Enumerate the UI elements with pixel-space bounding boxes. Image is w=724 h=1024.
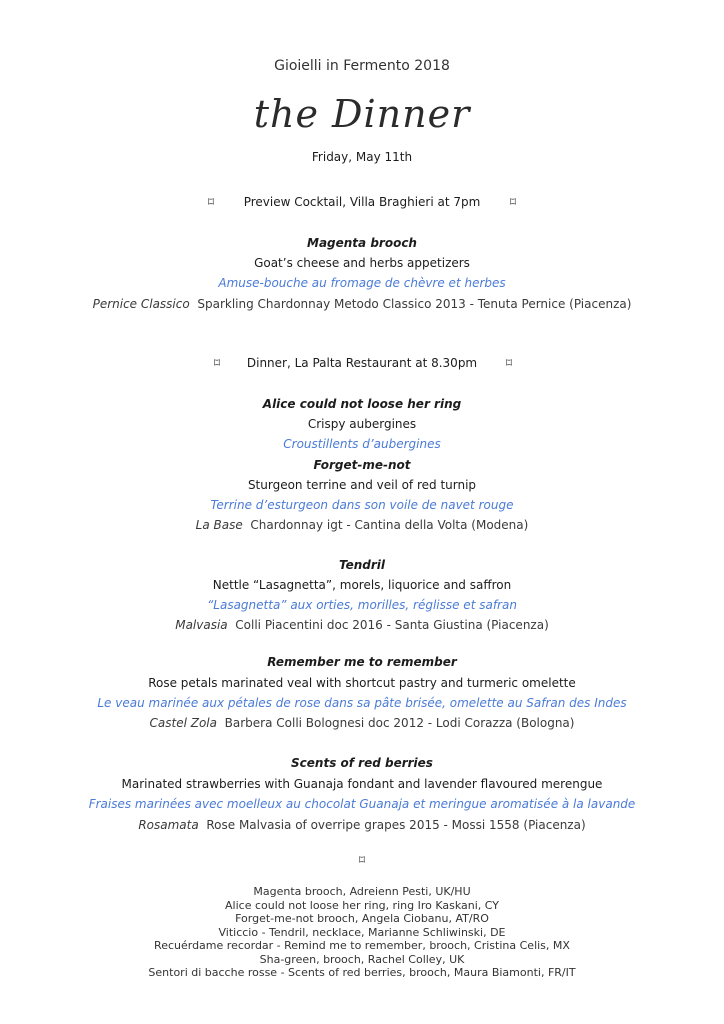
dish-name: Scents of red berries — [291, 756, 433, 770]
ornament-icon: ⌑ — [213, 356, 221, 370]
credit-line: Sentori di bacche rosse - Scents of red berries, brooch, Maura Biamonti, FR/IT — [148, 966, 576, 979]
ornament-icon: ⌑ — [505, 356, 513, 370]
wine-description: Rose Malvasia of overripe grapes 2015 - Mossi 1558 (Piacenza) — [206, 818, 586, 832]
ornament-icon: ⌑ — [207, 195, 215, 209]
dish-name: Remember me to remember — [267, 655, 457, 669]
wine-description: Barbera Colli Bolognesi doc 2012 - Lodi Corazza (Bologna) — [224, 716, 575, 730]
credit-line: Viticcio - Tendril, necklace, Marianne Schliwinski, DE — [218, 926, 506, 939]
wine-pairing — [0, 296, 724, 312]
dish-name: Magenta brooch — [307, 236, 417, 250]
dish-description-french: Terrine d’esturgeon dans son voile de navet rouge — [210, 498, 514, 512]
wine-pairing — [0, 817, 724, 833]
credit-line: Recuérdame recordar - Remind me to remember, brooch, Cristina Celis, MX — [154, 939, 570, 952]
dish-description-french: “Lasagnetta” aux orties, morilles, réglisse et safran — [207, 598, 517, 612]
event-name: Gioielli in Fermento 2018 — [274, 58, 450, 74]
dish-description: Crispy aubergines — [307, 417, 417, 431]
wine-name: Pernice Classico — [92, 297, 190, 311]
credit-line: Sha-green, brooch, Rachel Colley, UK — [259, 953, 465, 966]
dinner-heading: Dinner, La Palta Restaurant at 8.30pm — [246, 356, 478, 370]
page-title: the Dinner — [253, 92, 471, 136]
dish-name: Tendril — [338, 558, 386, 572]
wine-name: La Base — [195, 518, 243, 532]
dish-description: Nettle “Lasagnetta”, morels, liquorice and saffron — [212, 578, 512, 592]
dish-description-french: Croustillents d’aubergines — [283, 437, 441, 451]
dish-description: Marinated strawberries with Guanaja fondant and lavender flavoured merengue — [121, 777, 603, 791]
wine-name: Castel Zola — [149, 716, 217, 730]
credit-line: Alice could not loose her ring, ring Iro Kaskani, CY — [225, 899, 499, 912]
wine-name: Malvasia — [175, 618, 228, 632]
dish-name: Alice could not loose her ring — [262, 397, 462, 411]
credit-line: Forget-me-not brooch, Angela Ciobanu, AT/RO — [235, 912, 489, 925]
wine-pairing — [0, 715, 724, 731]
dish-description: Rose petals marinated veal with shortcut pastry and turmeric omelette — [148, 676, 576, 690]
wine-pairing — [0, 617, 724, 633]
dish-description-french: Amuse-bouche au fromage de chèvre et herbes — [218, 276, 506, 290]
event-date: Friday, May 11th — [311, 150, 413, 164]
dish-description-french: Le veau marinée aux pétales de rose dans sa pâte brisée, omelette au Safran des Indes — [97, 696, 627, 710]
wine-description: Colli Piacentini doc 2016 - Santa Giustina (Piacenza) — [235, 618, 549, 632]
wine-description: Chardonnay igt - Cantina della Volta (Modena) — [250, 518, 529, 532]
dish-description: Sturgeon terrine and veil of red turnip — [247, 478, 477, 492]
wine-pairing — [0, 517, 724, 533]
dish-description: Goat’s cheese and herbs appetizers — [254, 256, 470, 270]
credit-line: Magenta brooch, Adreienn Pesti, UK/HU — [253, 885, 471, 898]
dish-description-french: Fraises marinées avec moelleux au chocolat Guanaja et meringue aromatisée à la lavande — [88, 797, 636, 811]
wine-description: Sparkling Chardonnay Metodo Classico 2013 - Tenuta Pernice (Piacenza) — [197, 297, 632, 311]
wine-name: Rosamata — [138, 818, 199, 832]
ornament-icon: ⌑ — [358, 853, 366, 867]
ornament-icon: ⌑ — [509, 195, 517, 209]
cocktail-heading: Preview Cocktail, Villa Braghieri at 7pm — [243, 195, 481, 209]
dish-name: Forget-me-not — [313, 458, 411, 472]
